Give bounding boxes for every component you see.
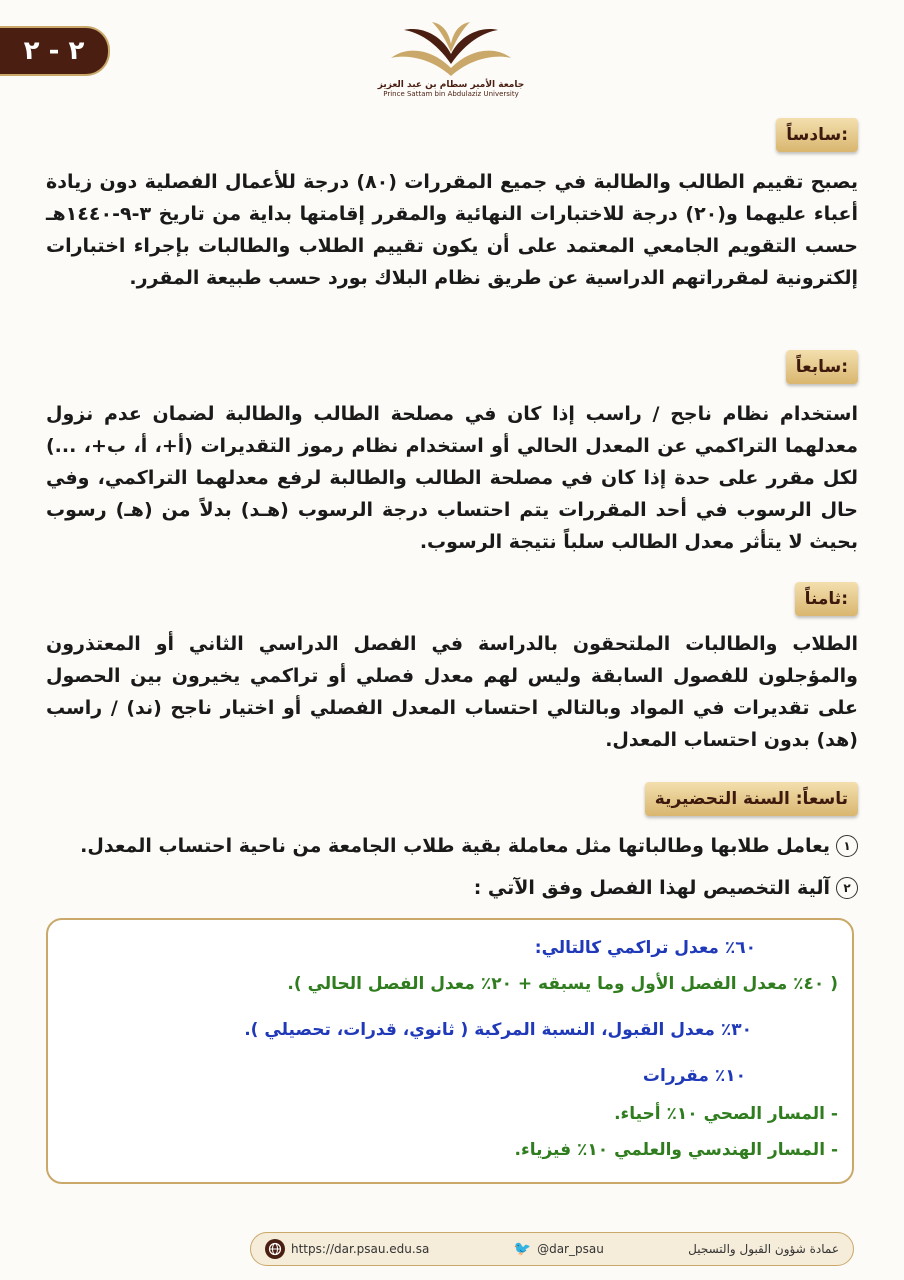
section-tag-seventh: سابعاً: bbox=[786, 350, 858, 384]
footer-department bbox=[688, 1242, 839, 1256]
twitter-icon: 🐦 bbox=[513, 1241, 532, 1257]
logo-english-name: Prince Sattam bin Abdulaziz University bbox=[383, 90, 519, 98]
allocation-line-gpa-detail: ( ٤٠٪ معدل الفصل الأول وما يسبقه + ٢٠٪ معدل الفصل الحالي ). bbox=[287, 974, 838, 994]
allocation-line-gpa: ٦٠٪ معدل تراكمي كالتالي: bbox=[534, 938, 756, 958]
footer-twitter-handle[interactable]: @dar_psau bbox=[537, 1242, 604, 1256]
ninth-item-1-text: يعامل طلابها وطالباتها مثل معاملة بقية طلاب الجامعة من ناحية احتساب المعدل. bbox=[80, 835, 830, 857]
section-tag-sixth: سادساً: bbox=[776, 118, 858, 152]
footer-department-name: عمادة شؤون القبول والتسجيل bbox=[688, 1242, 839, 1256]
number-circle-icon: ٢ bbox=[836, 877, 858, 899]
book-emblem-icon bbox=[386, 18, 516, 80]
section-text-eighth: الطلاب والطالبات الملتحقون بالدراسة في الفصل الدراسي الثاني أو المعتذرون والمؤجلون للفصول السابقة وليس لهم معدل فصلي أو تراكمي يخيرون بين الحصول على تقديرات في المواد وبالتالي احتساب المعدل الفصلي أو اختيار ناجح (ند) / راسب (هد) بدون احتساب المعدل. bbox=[46, 633, 858, 751]
globe-icon bbox=[265, 1239, 285, 1259]
section-text-seventh: استخدام نظام ناجح / راسب إذا كان في مصلحة الطالب والطالبة لضمان عدم نزول معدلهما التراكمي عن المعدل الحالي أو استخدام نظام رموز التقديرات (أ+، أ، ب+، ...) لكل مقرر على حدة إذا كان في مصلحة الطالب والطالبة لرفع معدلهما التراكمي، وفي حال الرسوب في أحد المقررات يتم احتساب درجة الرسوب (هـد) بدلاً من (هـ) رسوب بحيث لا يتأثر معدل الطالب سلباً نتيجة الرسوب. bbox=[46, 403, 858, 553]
university-logo bbox=[376, 18, 526, 108]
allocation-line-admission: ٣٠٪ معدل القبول، النسبة المركبة ( ثانوي، قدرات، تحصيلي ). bbox=[244, 1020, 752, 1040]
allocation-line-health-track: - المسار الصحي ١٠٪ أحياء. bbox=[614, 1104, 838, 1124]
allocation-line-engineering-track: - المسار الهندسي والعلمي ١٠٪ فيزياء. bbox=[514, 1140, 838, 1160]
footer-website-url[interactable]: https://dar.psau.edu.sa bbox=[291, 1242, 430, 1256]
ninth-item-2 bbox=[60, 872, 858, 904]
footer-website[interactable] bbox=[265, 1239, 429, 1259]
allocation-line-courses: ١٠٪ مقررات bbox=[642, 1066, 746, 1086]
footer-bar bbox=[250, 1232, 854, 1266]
section-tag-eighth: ثامناً: bbox=[795, 582, 858, 616]
section-text-sixth: يصبح تقييم الطالب والطالبة في جميع المقررات (٨٠) درجة للأعمال الفصلية دون زيادة أعباء عليهما و(٢٠) درجة للاختبارات النهائية والمقرر إقامتها بداية من تاريخ ٣-٩-١٤٤٠هـ حسب التقويم الجامعي المعتمد على أن يكون تقييم الطلاب والطالبات بإجراء اختبارات إلكترونية لمقرراتهم الدراسية عن طريق نظام البلاك بورد حسب طبيعة المقرر. bbox=[46, 171, 858, 289]
allocation-box bbox=[46, 918, 854, 1184]
footer-twitter[interactable] bbox=[514, 1241, 604, 1257]
number-circle-icon: ١ bbox=[836, 835, 858, 857]
ninth-item-2-text: آلية التخصيص لهذا الفصل وفق الآتي : bbox=[473, 877, 830, 899]
ninth-item-1 bbox=[60, 830, 858, 862]
section-tag-ninth: تاسعاً: السنة التحضيرية bbox=[645, 782, 858, 816]
page-number-badge: ٢ - ٢ bbox=[0, 26, 110, 76]
logo-arabic-name: جامعة الأمير سطام بن عبد العزيز bbox=[377, 80, 525, 90]
